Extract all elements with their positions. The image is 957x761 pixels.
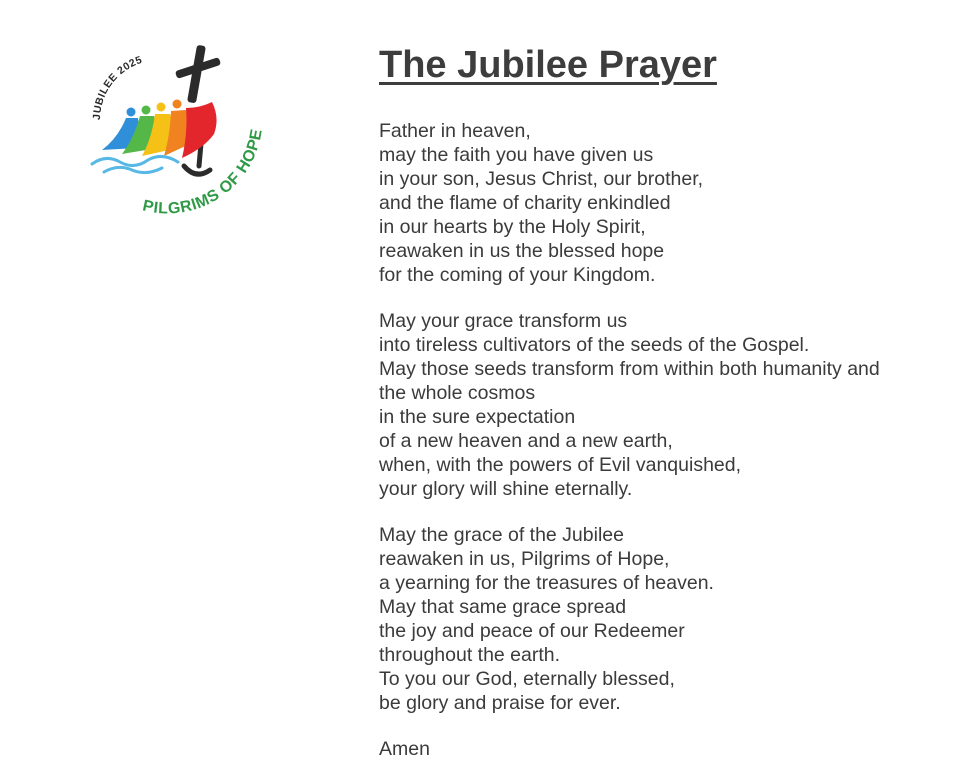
prayer-line: into tireless cultivators of the seeds of the Gospel.	[379, 334, 810, 356]
stanza-2	[379, 309, 939, 501]
prayer-line: and the flame of charity enkindled	[379, 192, 671, 214]
prayer-line: May that same grace spread	[379, 596, 627, 618]
prayer-line: your glory will shine eternally.	[379, 478, 633, 500]
prayer-line: May the grace of the Jubilee	[379, 524, 624, 546]
logo-bottom-text: PILGRIMS OF HOPE	[141, 127, 266, 218]
prayer-line: for the coming of your Kingdom.	[379, 264, 656, 286]
prayer-line: when, with the powers of Evil vanquished,	[379, 454, 742, 476]
prayer-line: may the faith you have given us	[379, 144, 654, 166]
prayer-stanzas	[379, 119, 939, 761]
stanza-1	[379, 119, 939, 287]
prayer-line: of a new heaven and a new earth,	[379, 430, 673, 452]
prayer-line: the whole cosmos	[379, 382, 536, 404]
logo-top-text: JUBILEE 2025	[90, 53, 144, 121]
stanza-3	[379, 523, 939, 715]
prayer-content	[379, 42, 939, 761]
waves-icon	[92, 156, 178, 172]
prayer-line: in the sure expectation	[379, 406, 576, 428]
prayer-line: To you our God, eternally blessed,	[379, 668, 675, 690]
closing-amen: Amen	[379, 738, 430, 760]
prayer-line: reawaken in us, Pilgrims of Hope,	[379, 548, 670, 570]
prayer-line: a yearning for the treasures of heaven.	[379, 572, 714, 594]
cross-icon	[175, 45, 221, 104]
prayer-line: be glory and praise for ever.	[379, 692, 621, 714]
prayer-line: the joy and peace of our Redeemer	[379, 620, 685, 642]
jubilee-2025-logo	[82, 38, 282, 233]
page-title: The Jubilee Prayer	[379, 44, 717, 86]
prayer-line: in your son, Jesus Christ, our brother,	[379, 168, 704, 190]
prayer-line: May your grace transform us	[379, 310, 628, 332]
prayer-line: May those seeds transform from within both humanity and	[379, 358, 880, 380]
prayer-line: in our hearts by the Holy Spirit,	[379, 216, 646, 238]
jubilee-logo-graphic	[82, 38, 282, 233]
prayer-line: reawaken in us the blessed hope	[379, 240, 665, 262]
prayer-line: throughout the earth.	[379, 644, 561, 666]
prayer-line: Father in heaven,	[379, 120, 531, 142]
